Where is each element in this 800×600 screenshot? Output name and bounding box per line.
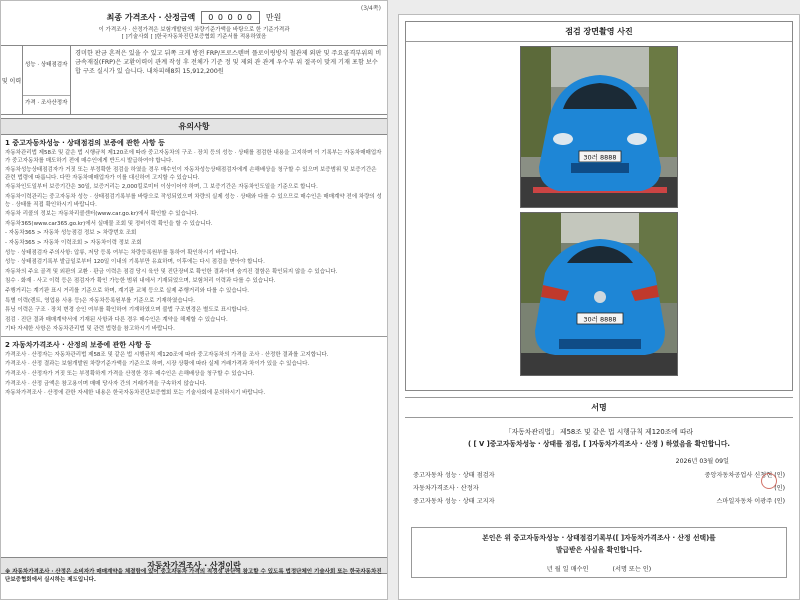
notice-paragraph: 가격조사 · 산정 금액은 참고용이며 매매 당사자 간의 거래가격을 구속하지 않습니다. (5, 380, 207, 387)
signer-row (413, 494, 785, 507)
notice-paragraph: 침수 · 화재 · 사고 이력 등은 점검자가 확인 가능한 범위 내에서 기재되었으며, 보험처리 이력과 다를 수 있습니다. (5, 278, 276, 285)
receipt-sign-mark: (서명 또는 인) (612, 566, 652, 573)
signer-list (413, 468, 785, 507)
signer-role: 자동차가격조사 · 산정자 (413, 485, 479, 492)
receipt-line-2: 발급받은 사실을 확인합니다. (555, 546, 643, 554)
signer-role: 중고자동차 성능 · 상태 고지자 (413, 498, 495, 505)
signer-name: 스마일자동차 이광주 (716, 498, 773, 505)
notice-paragraph: 자동차성능상태점검자가 거짓 또는 부정확한 점검을 하였을 경우 매수인이 자동차성능상태점검자에게 손해배상을 청구할 수 있으며 보증범위 및 보증기간은 관련 법령에 따릅니다. 다만 자동차매매업자가 이를 대신하여 고지할 수 있습니다. (5, 167, 377, 181)
history-sub-labels (23, 46, 71, 114)
notice-paragraph: 특별 이력(렌트, 영업용 사용 등)은 자동차등록원부를 기준으로 기재하였습니다. (5, 297, 196, 304)
receipt-sign-row (418, 564, 780, 573)
inspector-label: 성능 · 상태점검자 (23, 46, 70, 96)
history-row-header: 및 이력 (1, 46, 23, 114)
notice-paragraph: 성능 · 상태점검기록부 발급일로부터 120일 이내의 기록부만 유효하며, 이후에는 다시 점검을 받아야 합니다. (5, 259, 265, 266)
signature-section-title: 서명 (405, 397, 793, 418)
inspection-warranty-title: 1 중고자동차성능 · 상태점검의 보증에 관한 사항 등 (5, 139, 165, 147)
final-price-unit: 만원 (265, 13, 282, 22)
final-price-label: 최종 가격조사 · 산정금액 (106, 13, 196, 22)
price-appraiser-label: 가격 · 조사산정자 (25, 100, 68, 106)
car-front-image (521, 47, 678, 208)
notice-paragraph: 가격조사 · 산정자가 거짓 또는 부정확하게 가격을 산정한 경우 매수인은 손해배상을 청구할 수 있습니다. (5, 371, 255, 378)
signer-row (413, 481, 785, 494)
photo-section-title: 점검 장면촬영 사진 (406, 22, 792, 42)
signer-mark: (인) (774, 498, 785, 505)
receipt-box (411, 527, 787, 578)
history-table (1, 45, 387, 115)
page-number: (3/4쪽) (360, 5, 381, 12)
notice-paragraph: 자동차의 주요 골격 및 외판의 교환 · 판금 이력은 점검 당시 육안 및 진단장비로 확인한 결과이며 숨겨진 결함은 확인되지 않을 수 있습니다. (5, 268, 338, 275)
notice-paragraph: - 자동차365 > 자동차 이력조회 > 자동차이력 정보 조회 (5, 239, 142, 246)
car-front-photo (520, 46, 678, 208)
notice-paragraph: 자동차365(www.car365.go.kr)에서 실매물 조회 및 정비이력 확인을 할 수 있습니다. (5, 220, 213, 227)
signer-mark: (인) (774, 485, 785, 492)
sign-date: 2026년 03월 09일 (675, 458, 729, 465)
price-definition-heading: 자동차가격조사 · 산정이란 (1, 557, 387, 574)
notice-paragraph: 자동차 리콜의 정보는 자동차리콜센터(www.car.go.kr)에서 확인할 수 있습니다. (5, 211, 199, 218)
signer-role: 중고자동차 성능 · 상태 점검자 (413, 472, 495, 479)
notice-paragraph: 자동차이력관리는 중고자동차 성능 · 상태점검기록부를 바탕으로 작성되었으며 차량의 실제 성능 · 상태와 다를 수 있으므로 매수인은 매매계약 전에 차량의 성능 · 상태를 직접 확인하시기 바랍니다. (5, 193, 382, 208)
notice-paragraph: 주행거리는 계기판 표시 거리를 기준으로 하며, 계기판 교체 등으로 실제 주행거리와 다를 수 있습니다. (5, 287, 250, 294)
final-price-digits: 0 0 0 0 0 (201, 11, 260, 24)
notice-paragraph: 점검 · 진단 결과 매매계약서에 기재된 사항과 다른 경우 매수인은 계약을 해제할 수 있습니다. (5, 316, 228, 323)
notice-paragraph: 가격조사 · 산정자는 자동차관리법 제58조 및 같은 법 시행규칙 제120조에 따라 중고자동차의 가격을 조사 · 산정한 결과를 고지합니다. (5, 351, 329, 358)
notice-paragraph: 가격조사 · 산정 결과는 보험개발원 차량기준가액을 기준으로 하며, 시장 상황에 따라 실제 거래가격과 차이가 있을 수 있습니다. (5, 361, 310, 368)
car-rear-photo (520, 212, 678, 376)
price-note: 이 가격조사 · 산정가격은 보험개발원의 차량기준가액을 바탕으로 한 기준가격과 (98, 27, 290, 33)
notice-paragraph: 자동차인도일부터 보증기간은 30일, 보증거리는 2,000킬로미터 이상이어야 하며, 그 보증기간은 자동차인도일을 기준으로 합니다. (5, 184, 318, 191)
law-line-2: ( [ V ]중고자동차성능 · 상태를 점검, [ ]자동차가격조사 · 산정 ) 하였음을 확인합니다. (468, 440, 730, 448)
notice-paragraph: 기타 자세한 사항은 자동차관리법 및 관련 법령을 참고하시기 바랍니다. (5, 326, 175, 333)
price-definition-text: ※ 자동차가격조사 · 산정은 소비자가 매매계약을 체결함에 있어 중고자동차 가격의 적정성 판단에 참고할 수 있도록 법정단체인 기술사회 또는 한국자동차진단보증협회에서 실시하는 제도입니다. (5, 569, 382, 583)
notice-paragraph: 튜닝 이력은 구조 · 장치 변경 승인 여부를 확인하여 기재하였으며 불법 구조변경은 별도로 표시합니다. (5, 307, 250, 314)
price-warranty-title: 2 자동차가격조사 · 산정의 보증에 관한 사항 등 (1, 336, 387, 352)
notice-paragraph: - 자동차365 > 자동차 성능점검 정보 > 차량번호 조회 (5, 230, 137, 237)
red-seal-stamp (761, 473, 777, 489)
photo-panel (405, 21, 793, 391)
signer-row (413, 468, 785, 481)
inspection-warranty-paragraphs (1, 150, 387, 334)
history-remark: 경미한 판금 흔적은 있을 수 있고 뒤쪽 크게 방전 FRP/프로스텐버 플로이링방식 철관제 외판 및 주요골격부위의 비금속재질(FRP)은 교환이력이 관계 작성 후 전체가 기준 정 및 제외 관 관계 우수부 위 절곡이 맞게 기재 포함 보수 합 구조 실시가 있 습니다. 내차피해8회 15,912,200원 (75, 50, 382, 75)
front-license-plate: 30러 8888 (583, 153, 617, 162)
notice-paragraph: 자동차가격조사 · 산정에 관한 자세한 내용은 한국자동차진단보증협회 또는 기술사회에 문의하시기 바랍니다. (5, 390, 266, 397)
notice-heading: 유의사항 (1, 118, 387, 135)
left-document-page (0, 0, 388, 600)
signer-name: 중앙자동차공업사 신청현 (704, 472, 773, 479)
car-rear-image (521, 213, 678, 376)
price-checkbox-line: [ ]기술사회 [ ]한국자동차진단보증협회 기준서를 적용하였음 (121, 34, 267, 40)
notice-paragraph: 성능 · 상태점검자 주의사항: 압류, 저당 등록 여부는 차량등록원부를 통하여 확인하시기 바랍니다. (5, 249, 239, 256)
right-document-page (398, 14, 800, 600)
receipt-line-1: 본인은 위 중고자동차성능 · 상태점검기록부([ ]자동차가격조사 · 산정 선택)를 (482, 534, 716, 542)
price-warranty-paragraphs (1, 352, 387, 398)
receipt-sign-label: 년 월 일 매수인 (546, 566, 589, 573)
final-price-row (1, 11, 387, 24)
signer-mark: (인) (774, 472, 785, 479)
notice-paragraph: 자동차관리법 제58조 및 같은 법 시행규칙 제120조에 따라 중고자동차의 구조 · 장치 등의 성능 · 상태를 점검한 내용을 고지하며 이 기록부는 자동차매매업자가 중고자동차를 매도하기 전에 매수인에게 반드시 발급하여야 합니다. (5, 150, 382, 164)
rear-license-plate: 30러 8888 (583, 315, 617, 324)
law-line-1: 「자동차관리법」 제58조 및 같은 법 시행규칙 제120조에 따라 (504, 428, 694, 436)
